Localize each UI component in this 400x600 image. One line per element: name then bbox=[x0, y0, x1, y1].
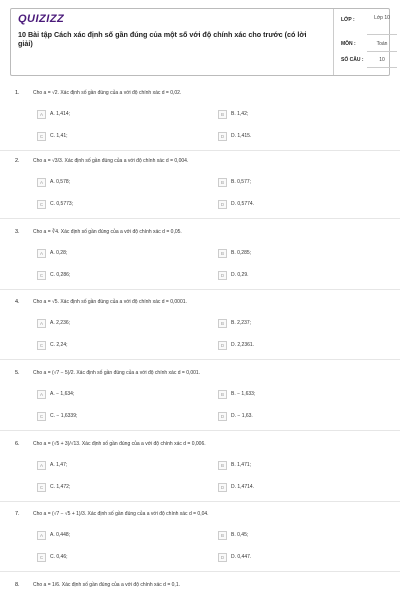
option-text: C. − 1,6339; bbox=[50, 413, 78, 419]
option-text: C. 0,286; bbox=[50, 272, 71, 278]
option-letter: C bbox=[37, 200, 46, 209]
option-letter: A bbox=[37, 461, 46, 470]
option-letter: C bbox=[37, 132, 46, 141]
option-letter: D bbox=[218, 200, 227, 209]
option-text: B. 2,237; bbox=[231, 320, 252, 326]
option-text: A. − 1,634; bbox=[50, 391, 75, 397]
option-letter: D bbox=[218, 412, 227, 421]
option-text: A. 1,414; bbox=[50, 111, 71, 117]
option-letter: D bbox=[218, 553, 227, 562]
option-text: D. 2,2361. bbox=[231, 342, 255, 348]
question bbox=[0, 370, 400, 436]
question bbox=[0, 90, 400, 156]
option-letter: D bbox=[218, 271, 227, 280]
option-letter: D bbox=[218, 132, 227, 141]
question-text: Cho a = (√7 − √5 + 1)/3. Xác định số gần đúng của a với độ chính xác d = 0,04. bbox=[33, 511, 209, 517]
question-text: Cho a = √5. Xác định số gần đúng của a với độ chính xác d = 0,0001. bbox=[33, 299, 187, 305]
class-value: Lớp 10 bbox=[374, 15, 390, 21]
option-letter: A bbox=[37, 319, 46, 328]
option-text: B. 0,577; bbox=[231, 179, 252, 185]
option-text: A. 2,236; bbox=[50, 320, 71, 326]
option-letter: A bbox=[37, 390, 46, 399]
question bbox=[0, 158, 400, 224]
option-letter: B bbox=[218, 110, 227, 119]
count-value: 10 bbox=[379, 57, 385, 63]
option-letter: D bbox=[218, 341, 227, 350]
question-divider bbox=[0, 289, 400, 290]
worksheet-header bbox=[10, 8, 390, 76]
option-text: A. 1,47; bbox=[50, 462, 68, 468]
option-text: C. 0,5773; bbox=[50, 201, 74, 207]
option-text: D. 1,415. bbox=[231, 133, 252, 139]
option-text: D. 1,4714. bbox=[231, 484, 255, 490]
meta-line bbox=[367, 67, 397, 68]
question-divider bbox=[0, 218, 400, 219]
option-text: A. 0,448; bbox=[50, 532, 71, 538]
option-text: C. 1,472; bbox=[50, 484, 71, 490]
question-number: 8. bbox=[15, 582, 20, 588]
option-text: D. 0,447. bbox=[231, 554, 252, 560]
meta-line bbox=[367, 34, 397, 35]
question-number: 2. bbox=[15, 158, 20, 164]
question-number: 5. bbox=[15, 370, 20, 376]
question-number: 7. bbox=[15, 511, 20, 517]
count-label: SỐ CÂU : bbox=[341, 57, 364, 63]
option-text: B. 0,285; bbox=[231, 250, 252, 256]
class-label: LỚP : bbox=[341, 17, 355, 23]
subject-label: MÔN : bbox=[341, 41, 356, 47]
question-number: 1. bbox=[15, 90, 20, 96]
question bbox=[0, 229, 400, 295]
option-letter: C bbox=[37, 271, 46, 280]
question bbox=[0, 441, 400, 507]
question-text: Cho a = ∛4. Xác định số gần đúng của a với độ chính xác d = 0,05. bbox=[33, 229, 182, 235]
question-number: 4. bbox=[15, 299, 20, 305]
option-letter: A bbox=[37, 110, 46, 119]
option-text: C. 2,24; bbox=[50, 342, 68, 348]
option-text: A. 0,28; bbox=[50, 250, 68, 256]
question-number: 3. bbox=[15, 229, 20, 235]
question bbox=[0, 511, 400, 577]
option-letter: B bbox=[218, 390, 227, 399]
option-text: C. 1,41; bbox=[50, 133, 68, 139]
meta-divider bbox=[333, 9, 334, 75]
question-divider bbox=[0, 430, 400, 431]
question-text: Cho a = √2. Xác định số gần đúng của a với độ chính xác d = 0,02. bbox=[33, 90, 182, 96]
option-letter: D bbox=[218, 483, 227, 492]
question-divider bbox=[0, 359, 400, 360]
subject-value: Toán bbox=[376, 41, 388, 47]
option-letter: A bbox=[37, 178, 46, 187]
option-letter: C bbox=[37, 483, 46, 492]
quizizz-logo: QUIZIZZ bbox=[18, 13, 65, 25]
option-letter: A bbox=[37, 531, 46, 540]
worksheet-title: 10 Bài tập Cách xác định số gần đúng của một số với độ chính xác cho trước (có lời giải) bbox=[18, 30, 307, 48]
option-letter: B bbox=[218, 178, 227, 187]
option-letter: B bbox=[218, 531, 227, 540]
option-text: B. 1,471; bbox=[231, 462, 252, 468]
question-number: 6. bbox=[15, 441, 20, 447]
question-divider bbox=[0, 571, 400, 572]
option-text: C. 0,46; bbox=[50, 554, 68, 560]
option-text: D. 0,5774. bbox=[231, 201, 255, 207]
question bbox=[0, 582, 400, 598]
option-text: B. 0,45; bbox=[231, 532, 249, 538]
option-letter: C bbox=[37, 412, 46, 421]
question-divider bbox=[0, 501, 400, 502]
question-text: Cho a = 1/6. Xác định số gần đúng của a với độ chính xác d = 0,1. bbox=[33, 582, 180, 588]
option-text: A. 0,578; bbox=[50, 179, 71, 185]
option-letter: C bbox=[37, 553, 46, 562]
option-text: D. 0,29. bbox=[231, 272, 249, 278]
option-letter: A bbox=[37, 249, 46, 258]
option-text: B. 1,42; bbox=[231, 111, 249, 117]
meta-line bbox=[367, 51, 397, 52]
option-text: D. − 1,63. bbox=[231, 413, 253, 419]
option-text: B. − 1,633; bbox=[231, 391, 256, 397]
question-text: Cho a = (√7 − 5)/2. Xác định số gần đúng của a với độ chính xác d = 0,001. bbox=[33, 370, 201, 376]
option-letter: B bbox=[218, 461, 227, 470]
question bbox=[0, 299, 400, 365]
question-divider bbox=[0, 150, 400, 151]
question-text: Cho a = √3/3. Xác định số gần đúng của a với độ chính xác d = 0,004. bbox=[33, 158, 189, 164]
question-text: Cho a = (√5 + 3)/√13. Xác định số gần đúng của a với độ chính xác d = 0,006. bbox=[33, 441, 206, 447]
option-letter: B bbox=[218, 319, 227, 328]
option-letter: C bbox=[37, 341, 46, 350]
option-letter: B bbox=[218, 249, 227, 258]
